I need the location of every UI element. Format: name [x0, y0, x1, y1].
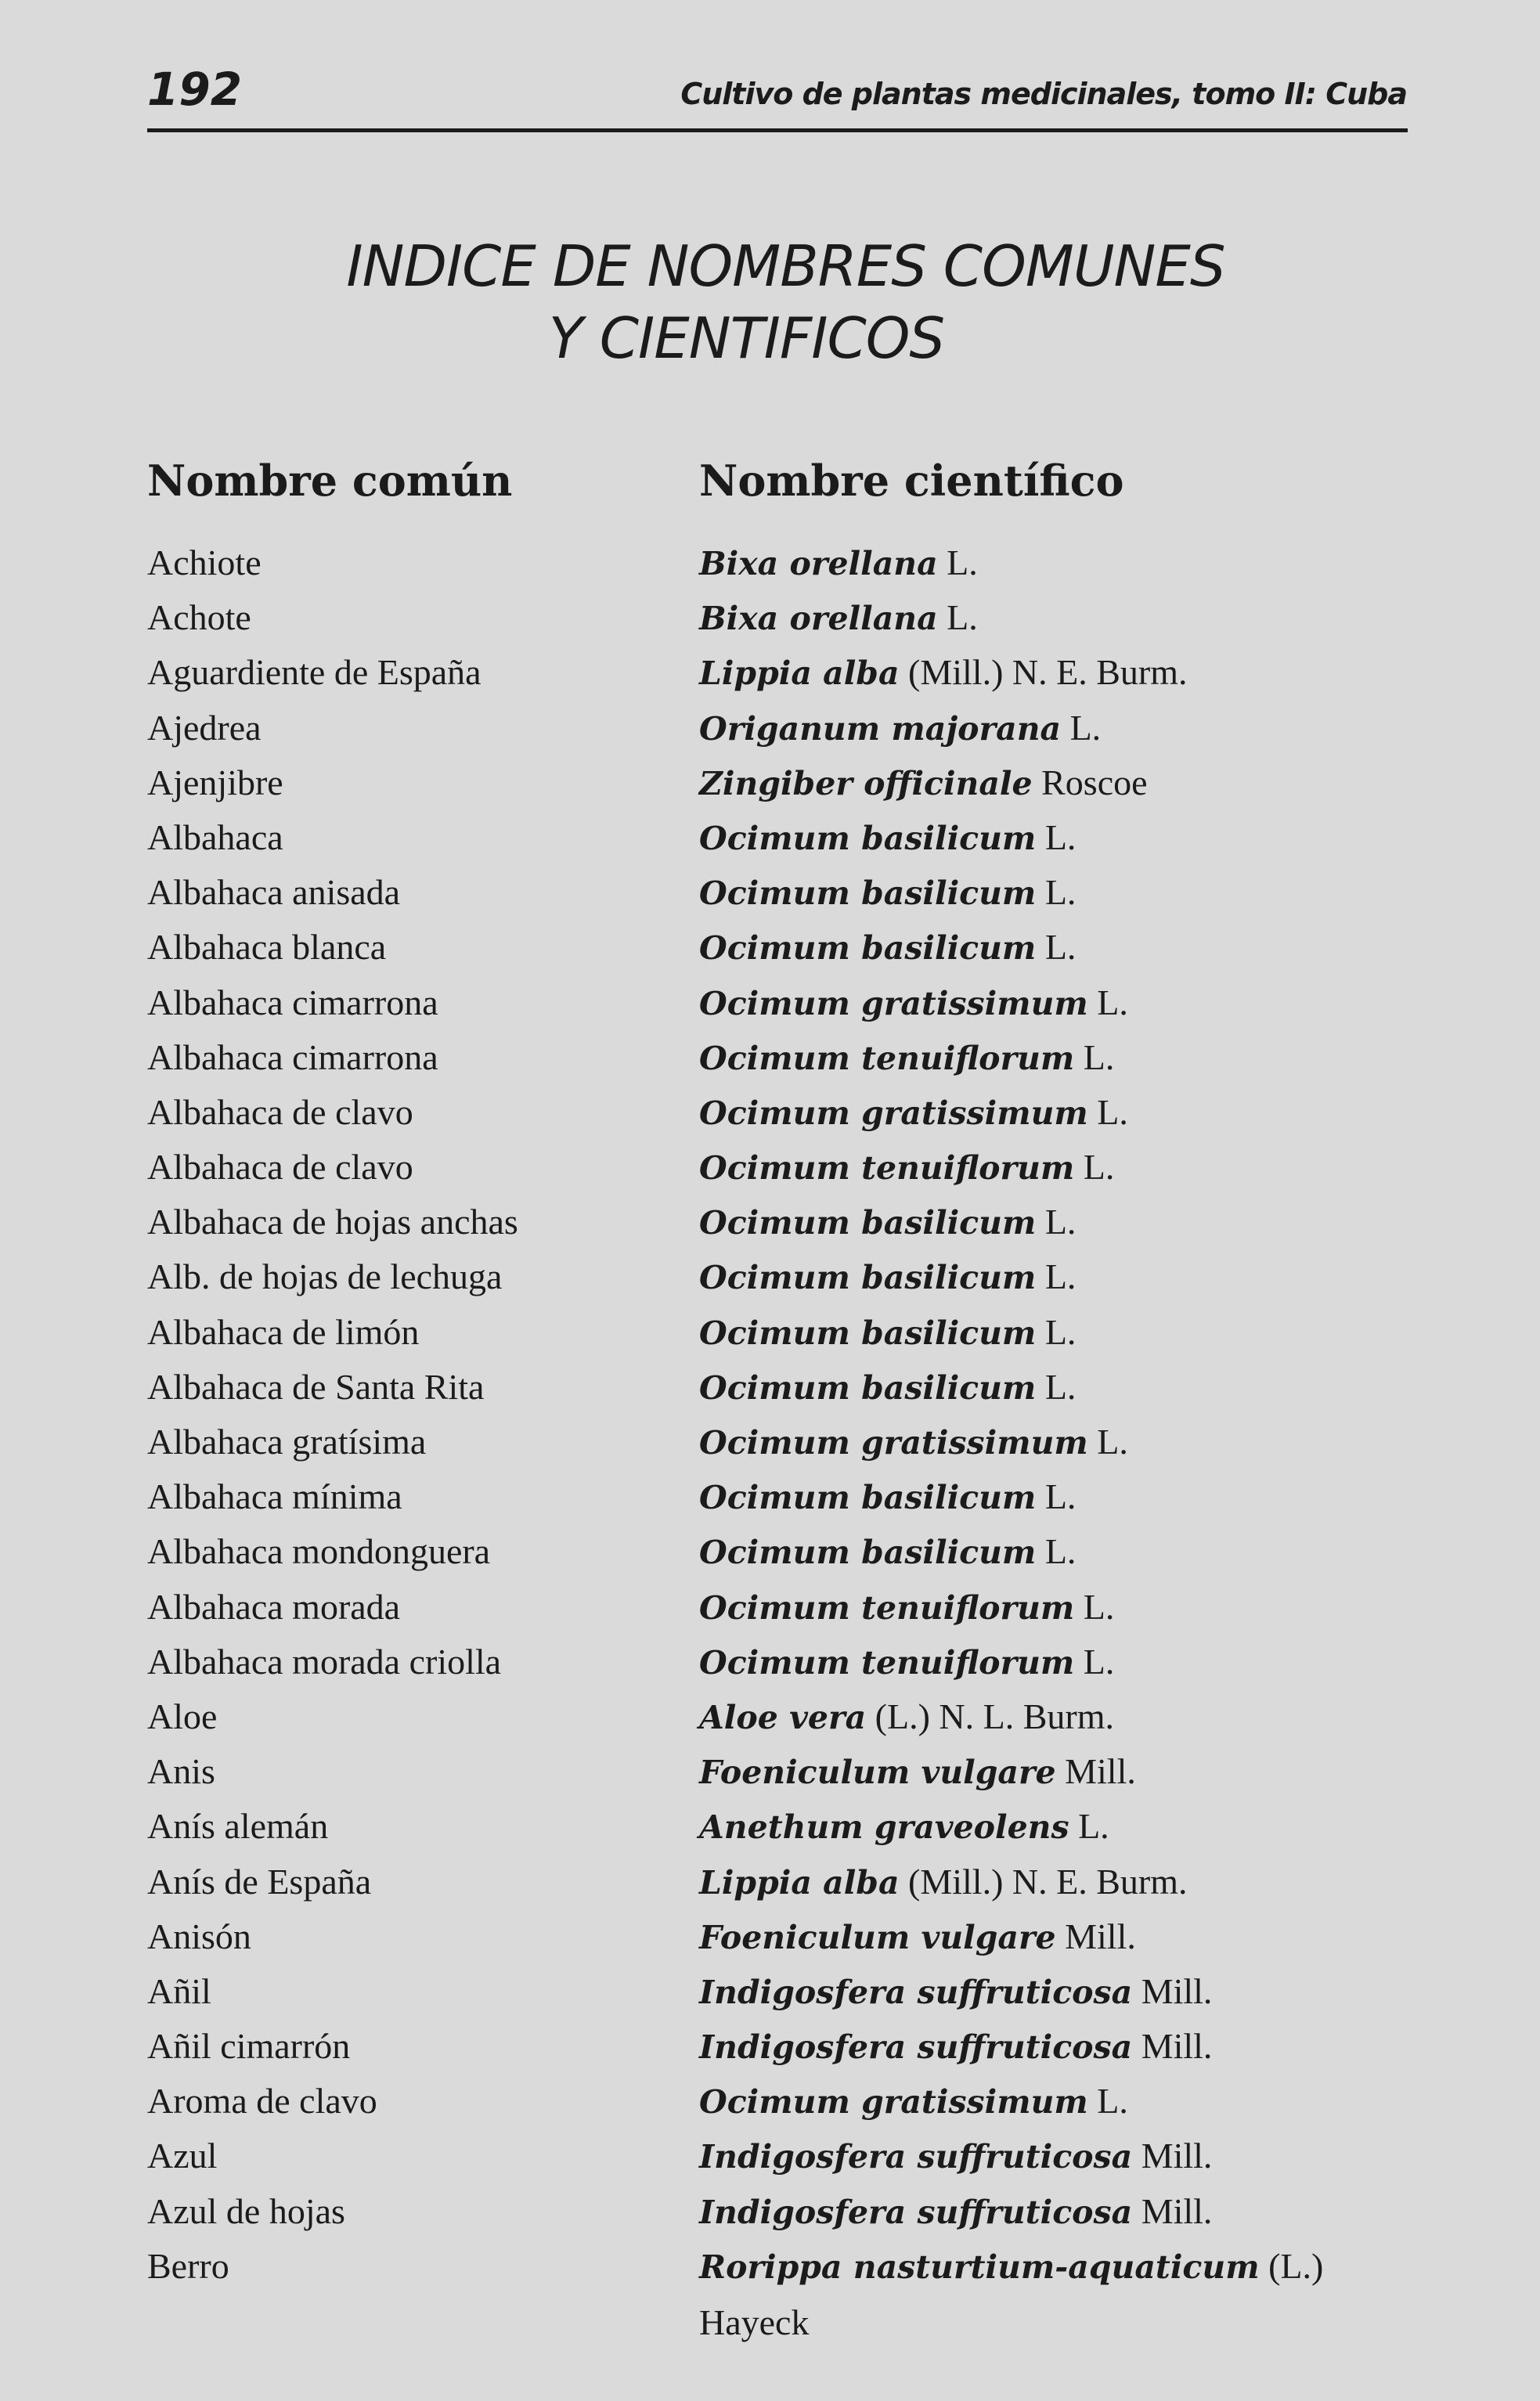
- common-name: Albahaca de hojas anchas: [147, 1202, 518, 1242]
- species-name: Ocimum gratissimum: [699, 2083, 1088, 2122]
- common-name: Ajedrea: [147, 707, 261, 748]
- index-entry: [0, 1421, 1540, 1476]
- authority: Roscoe: [1041, 762, 1148, 802]
- authority: (L.): [1268, 2245, 1324, 2286]
- index-entry: [0, 707, 1540, 762]
- species-name: Ocimum tenuiflorum: [699, 1643, 1075, 1682]
- scientific-name: [699, 2080, 1128, 2122]
- page-number: 192: [147, 63, 243, 116]
- authority: L.: [1044, 1311, 1077, 1352]
- species-name: Indigosfera suffruticosa: [699, 2193, 1133, 2231]
- index-title-line-2: Y CIENTIFICOS: [548, 305, 945, 371]
- index-entry: [0, 926, 1540, 981]
- common-name: Achote: [147, 597, 251, 638]
- scientific-name: [699, 1696, 1114, 1737]
- common-name: Albahaca de Santa Rita: [147, 1366, 485, 1407]
- authority: (L.) N. L. Burm.: [875, 1696, 1115, 1736]
- scientific-name: [699, 1201, 1076, 1242]
- common-name: Albahaca mondonguera: [147, 1531, 491, 1572]
- common-name: Albahaca de clavo: [147, 1147, 413, 1188]
- species-name: Indigosfera suffruticosa: [699, 2138, 1133, 2176]
- scientific-name: [699, 651, 1188, 693]
- species-name: Foeniculum vulgare: [699, 1754, 1056, 1792]
- index-entry: [0, 871, 1540, 926]
- index-entry: [0, 2080, 1540, 2135]
- index-entry: [0, 597, 1540, 651]
- species-name: Bixa orellana: [699, 545, 938, 582]
- authority: Mill.: [1141, 1970, 1213, 2011]
- scientific-name: [699, 597, 978, 638]
- index-list: [0, 542, 1540, 2300]
- scientific-name: [699, 982, 1128, 1023]
- common-name: Achiote: [147, 543, 261, 582]
- common-name: Albahaca morada criolla: [147, 1641, 502, 1682]
- authority: Mill.: [1141, 2136, 1213, 2176]
- scientific-name: [699, 1530, 1076, 1572]
- common-name: Añil cimarrón: [147, 2026, 351, 2067]
- scientific-name: [699, 817, 1076, 858]
- index-entry: [0, 817, 1540, 871]
- common-name: Aroma de clavo: [147, 2081, 377, 2122]
- species-name: Rorippa nasturtium-aquaticum: [699, 2248, 1260, 2286]
- index-entry: [0, 1696, 1540, 1750]
- index-entry: [0, 1036, 1540, 1091]
- species-name: Ocimum basilicum: [699, 929, 1037, 968]
- species-name: Indigosfera suffruticosa: [699, 1973, 1133, 2011]
- species-name: Ocimum gratissimum: [699, 984, 1088, 1022]
- authority: L.: [1044, 1202, 1077, 1242]
- scientific-name: [699, 1805, 1109, 1847]
- common-name: Ajenjibre: [147, 762, 283, 802]
- scientific-name: [699, 1366, 1076, 1408]
- common-name: Berro: [147, 2245, 229, 2286]
- index-entry: [0, 1311, 1540, 1366]
- common-name: Azul de hojas: [147, 2190, 345, 2231]
- index-entry: [0, 1201, 1540, 1256]
- species-name: Ocimum basilicum: [699, 1204, 1037, 1242]
- index-entry: [0, 1091, 1540, 1146]
- authority: L.: [1097, 1091, 1128, 1132]
- authority: L.: [1044, 1256, 1077, 1297]
- species-name: Origanum majorana: [699, 709, 1062, 748]
- authority: L.: [1083, 1586, 1115, 1627]
- authority: L.: [1083, 1147, 1115, 1188]
- scientific-name: [699, 1091, 1128, 1133]
- authority: Mill.: [1065, 1916, 1136, 1956]
- scientific-name: [699, 1146, 1114, 1188]
- species-name: Lippia alba: [699, 654, 900, 693]
- species-name: Ocimum gratissimum: [699, 1094, 1088, 1132]
- common-name: Albahaca cimarrona: [147, 982, 438, 1022]
- scientific-name: [699, 1421, 1128, 1462]
- index-entry: [0, 1146, 1540, 1201]
- common-name: Albahaca blanca: [147, 927, 387, 968]
- authority: L.: [1044, 1531, 1077, 1572]
- species-name: Lippia alba: [699, 1863, 900, 1902]
- index-entry: [0, 2025, 1540, 2080]
- index-entry: [0, 1530, 1540, 1585]
- common-name: Albahaca gratísima: [147, 1422, 427, 1462]
- species-name: Indigosfera suffruticosa: [699, 2028, 1133, 2067]
- scientific-name: [699, 1476, 1076, 1517]
- index-entry: [0, 762, 1540, 817]
- species-name: Aloe vera: [699, 1698, 867, 1736]
- species-name: Ocimum tenuiflorum: [699, 1039, 1075, 1077]
- scientific-name: [699, 1256, 1076, 1297]
- scientific-name: [699, 2135, 1212, 2176]
- species-name: Ocimum basilicum: [699, 1259, 1037, 1297]
- index-entry: [0, 1861, 1540, 1916]
- authority: L.: [1044, 872, 1077, 913]
- species-name: Ocimum tenuiflorum: [699, 1149, 1075, 1188]
- authority: L.: [1044, 927, 1077, 968]
- common-name: Albahaca: [147, 817, 283, 857]
- species-name: Ocimum basilicum: [699, 874, 1037, 913]
- authority: L.: [947, 597, 978, 638]
- scientific-name: [699, 2025, 1212, 2067]
- authority: Mill.: [1065, 1751, 1136, 1792]
- scientific-name: [699, 2245, 1323, 2287]
- common-name: Anís de España: [147, 1861, 372, 1902]
- authority: Mill.: [1141, 2190, 1213, 2231]
- index-entry: [0, 2245, 1540, 2300]
- column-header-common: Nombre común: [147, 456, 513, 506]
- index-entry: [0, 2190, 1540, 2245]
- common-name: Anis: [147, 1751, 215, 1792]
- scientific-name: [699, 1641, 1114, 1682]
- authority: L.: [1097, 982, 1128, 1022]
- index-entry: [0, 1805, 1540, 1860]
- authority: L.: [1044, 1476, 1077, 1517]
- authority: L.: [1083, 1641, 1115, 1682]
- index-entry: [0, 1641, 1540, 1696]
- common-name: Albahaca anisada: [147, 872, 401, 913]
- authority: L.: [1044, 1366, 1077, 1407]
- index-title-line-1: INDICE DE NOMBRES COMUNES: [346, 233, 1225, 299]
- authority: (Mill.) N. E. Burm.: [908, 1861, 1188, 1902]
- index-entry: [0, 1970, 1540, 2025]
- index-entry: [0, 1476, 1540, 1530]
- index-entry: [0, 1750, 1540, 1805]
- authority: L.: [1083, 1036, 1115, 1077]
- common-name: Azul: [147, 2136, 218, 2176]
- scientific-name: [699, 1311, 1076, 1353]
- index-entry: [0, 651, 1540, 706]
- authority: (Mill.) N. E. Burm.: [908, 652, 1188, 693]
- scientific-name: [699, 2190, 1212, 2232]
- species-name: Ocimum basilicum: [699, 819, 1037, 857]
- scientific-name: [699, 542, 978, 583]
- species-name: Ocimum basilicum: [699, 1314, 1037, 1352]
- column-header-scientific: Nombre científico: [699, 456, 1124, 506]
- index-entry: [0, 982, 1540, 1036]
- index-entry: [0, 542, 1540, 597]
- scientific-name: [699, 1861, 1188, 1902]
- species-name: Ocimum tenuiflorum: [699, 1588, 1075, 1627]
- common-name: Alb. de hojas de lechuga: [147, 1256, 503, 1297]
- index-entry: [0, 1256, 1540, 1310]
- species-name: Anethum graveolens: [699, 1808, 1069, 1847]
- common-name: Albahaca morada: [147, 1586, 401, 1627]
- scientific-name: [699, 1036, 1114, 1078]
- scientific-name-continuation: Hayeck: [699, 2302, 810, 2342]
- scientific-name: [699, 1970, 1212, 2012]
- authority: L.: [1097, 2081, 1128, 2122]
- common-name: Albahaca de clavo: [147, 1091, 413, 1132]
- index-entry: [0, 1916, 1540, 1970]
- common-name: Anisón: [147, 1916, 251, 1956]
- common-name: Anís alemán: [147, 1806, 329, 1847]
- scientific-name: [699, 707, 1101, 748]
- species-name: Foeniculum vulgare: [699, 1918, 1056, 1956]
- index-entry: [0, 1586, 1540, 1641]
- common-name: Añil: [147, 1970, 211, 2011]
- authority: L.: [1069, 707, 1102, 748]
- scientific-name: [699, 1586, 1114, 1628]
- species-name: Ocimum gratissimum: [699, 1424, 1088, 1462]
- index-entry: [0, 1366, 1540, 1421]
- authority: L.: [947, 543, 978, 582]
- common-name: Aloe: [147, 1696, 218, 1736]
- running-title: Cultivo de plantas medicinales, tomo II: Cuba: [680, 77, 1407, 111]
- scientific-name: [699, 1916, 1136, 1957]
- scientific-name: [699, 1750, 1136, 1792]
- species-name: Zingiber officinale: [699, 764, 1033, 802]
- authority: Mill.: [1141, 2026, 1213, 2067]
- common-name: Albahaca mínima: [147, 1476, 402, 1517]
- common-name: Aguardiente de España: [147, 652, 481, 693]
- species-name: Ocimum basilicum: [699, 1534, 1037, 1572]
- scientific-name: [699, 871, 1076, 913]
- header-rule: [147, 128, 1408, 132]
- scientific-name: [699, 926, 1076, 968]
- authority: L.: [1044, 817, 1077, 857]
- common-name: Albahaca de limón: [147, 1311, 420, 1352]
- common-name: Albahaca cimarrona: [147, 1036, 438, 1077]
- species-name: Ocimum basilicum: [699, 1479, 1037, 1517]
- species-name: Bixa orellana: [699, 600, 938, 638]
- authority: L.: [1078, 1806, 1109, 1847]
- scientific-name: [699, 762, 1148, 803]
- species-name: Ocimum basilicum: [699, 1368, 1037, 1407]
- index-entry: [0, 2135, 1540, 2190]
- authority: L.: [1097, 1422, 1128, 1462]
